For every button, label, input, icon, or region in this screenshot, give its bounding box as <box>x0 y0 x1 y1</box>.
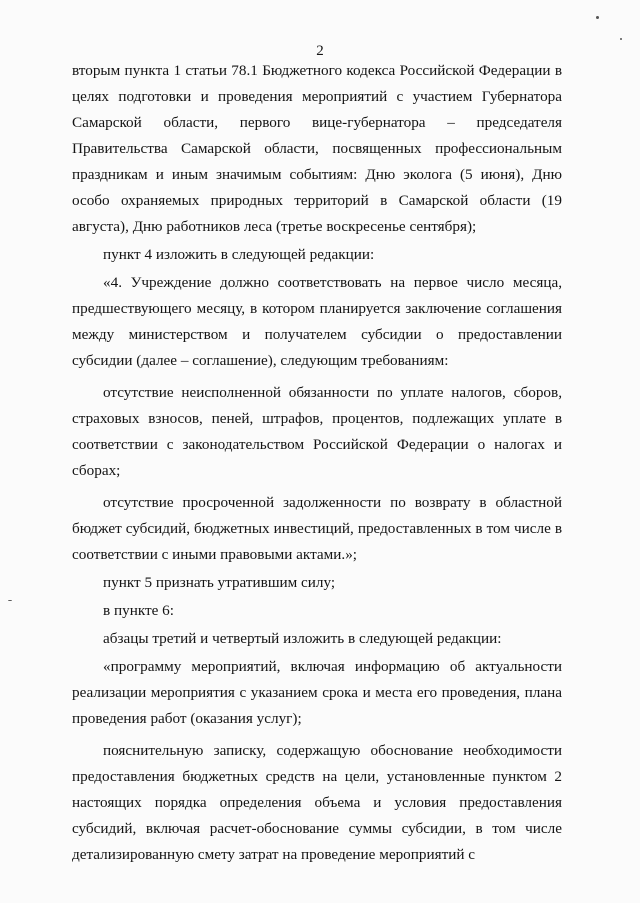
scan-speck <box>8 600 12 601</box>
paragraph: вторым пункта 1 статьи 78.1 Бюджетного кодекса Российской Федерации в целях подготовки и проведения мероприятий с участием Губернатора Самарской области, первого вице-губернатора – председателя Правительства Самарской области, посвященных профессиональным праздникам и иным значимым событиям: Дню эколога (5 июня), Дню особо охраняемых природных территорий в Самарской области (19 августа), Дню работников леса (третье воскресенье сентября); <box>72 62 562 235</box>
paragraph: отсутствие неисполненной обязанности по уплате налогов, сборов, страховых взносов, пеней, штрафов, процентов, подлежащих уплате в соответствии с законодательством Российской Федерации о налогах и сборах; <box>72 384 562 479</box>
document-body <box>72 58 562 868</box>
paragraph: пункт 4 изложить в следующей редакции: <box>103 246 375 263</box>
paragraph: отсутствие просроченной задолженности по возврату в областной бюджет субсидий, бюджетных инвестиций, предоставленных в том числе в соответствии с иными правовыми актами.»; <box>72 494 562 563</box>
scan-speck <box>596 16 599 19</box>
paragraph: в пункте 6: <box>103 602 174 619</box>
paragraph: «4. Учреждение должно соответствовать на первое число месяца, предшествующего месяцу, в котором планируется заключение соглашения между министерством и получателем субсидии о предоставлении субсидии (далее – соглашение), следующим требованиям: <box>72 274 562 369</box>
page-number: 2 <box>316 43 324 59</box>
scan-speck <box>620 38 622 40</box>
paragraph: абзацы третий и четвертый изложить в следующей редакции: <box>103 630 502 647</box>
paragraph: «программу мероприятий, включая информацию об актуальности реализации мероприятия с указанием срока и места его проведения, плана проведения работ (оказания услуг); <box>72 658 562 727</box>
paragraph: пункт 5 признать утратившим силу; <box>103 574 336 591</box>
paragraph: пояснительную записку, содержащую обоснование необходимости предоставления бюджетных средств на цели, установленные пунктом 2 настоящих порядка определения объема и условия предоставления субсидий, включая расчет-обоснование суммы субсидии, в том числе детализированную смету затрат на проведение мероприятий с <box>72 742 562 863</box>
